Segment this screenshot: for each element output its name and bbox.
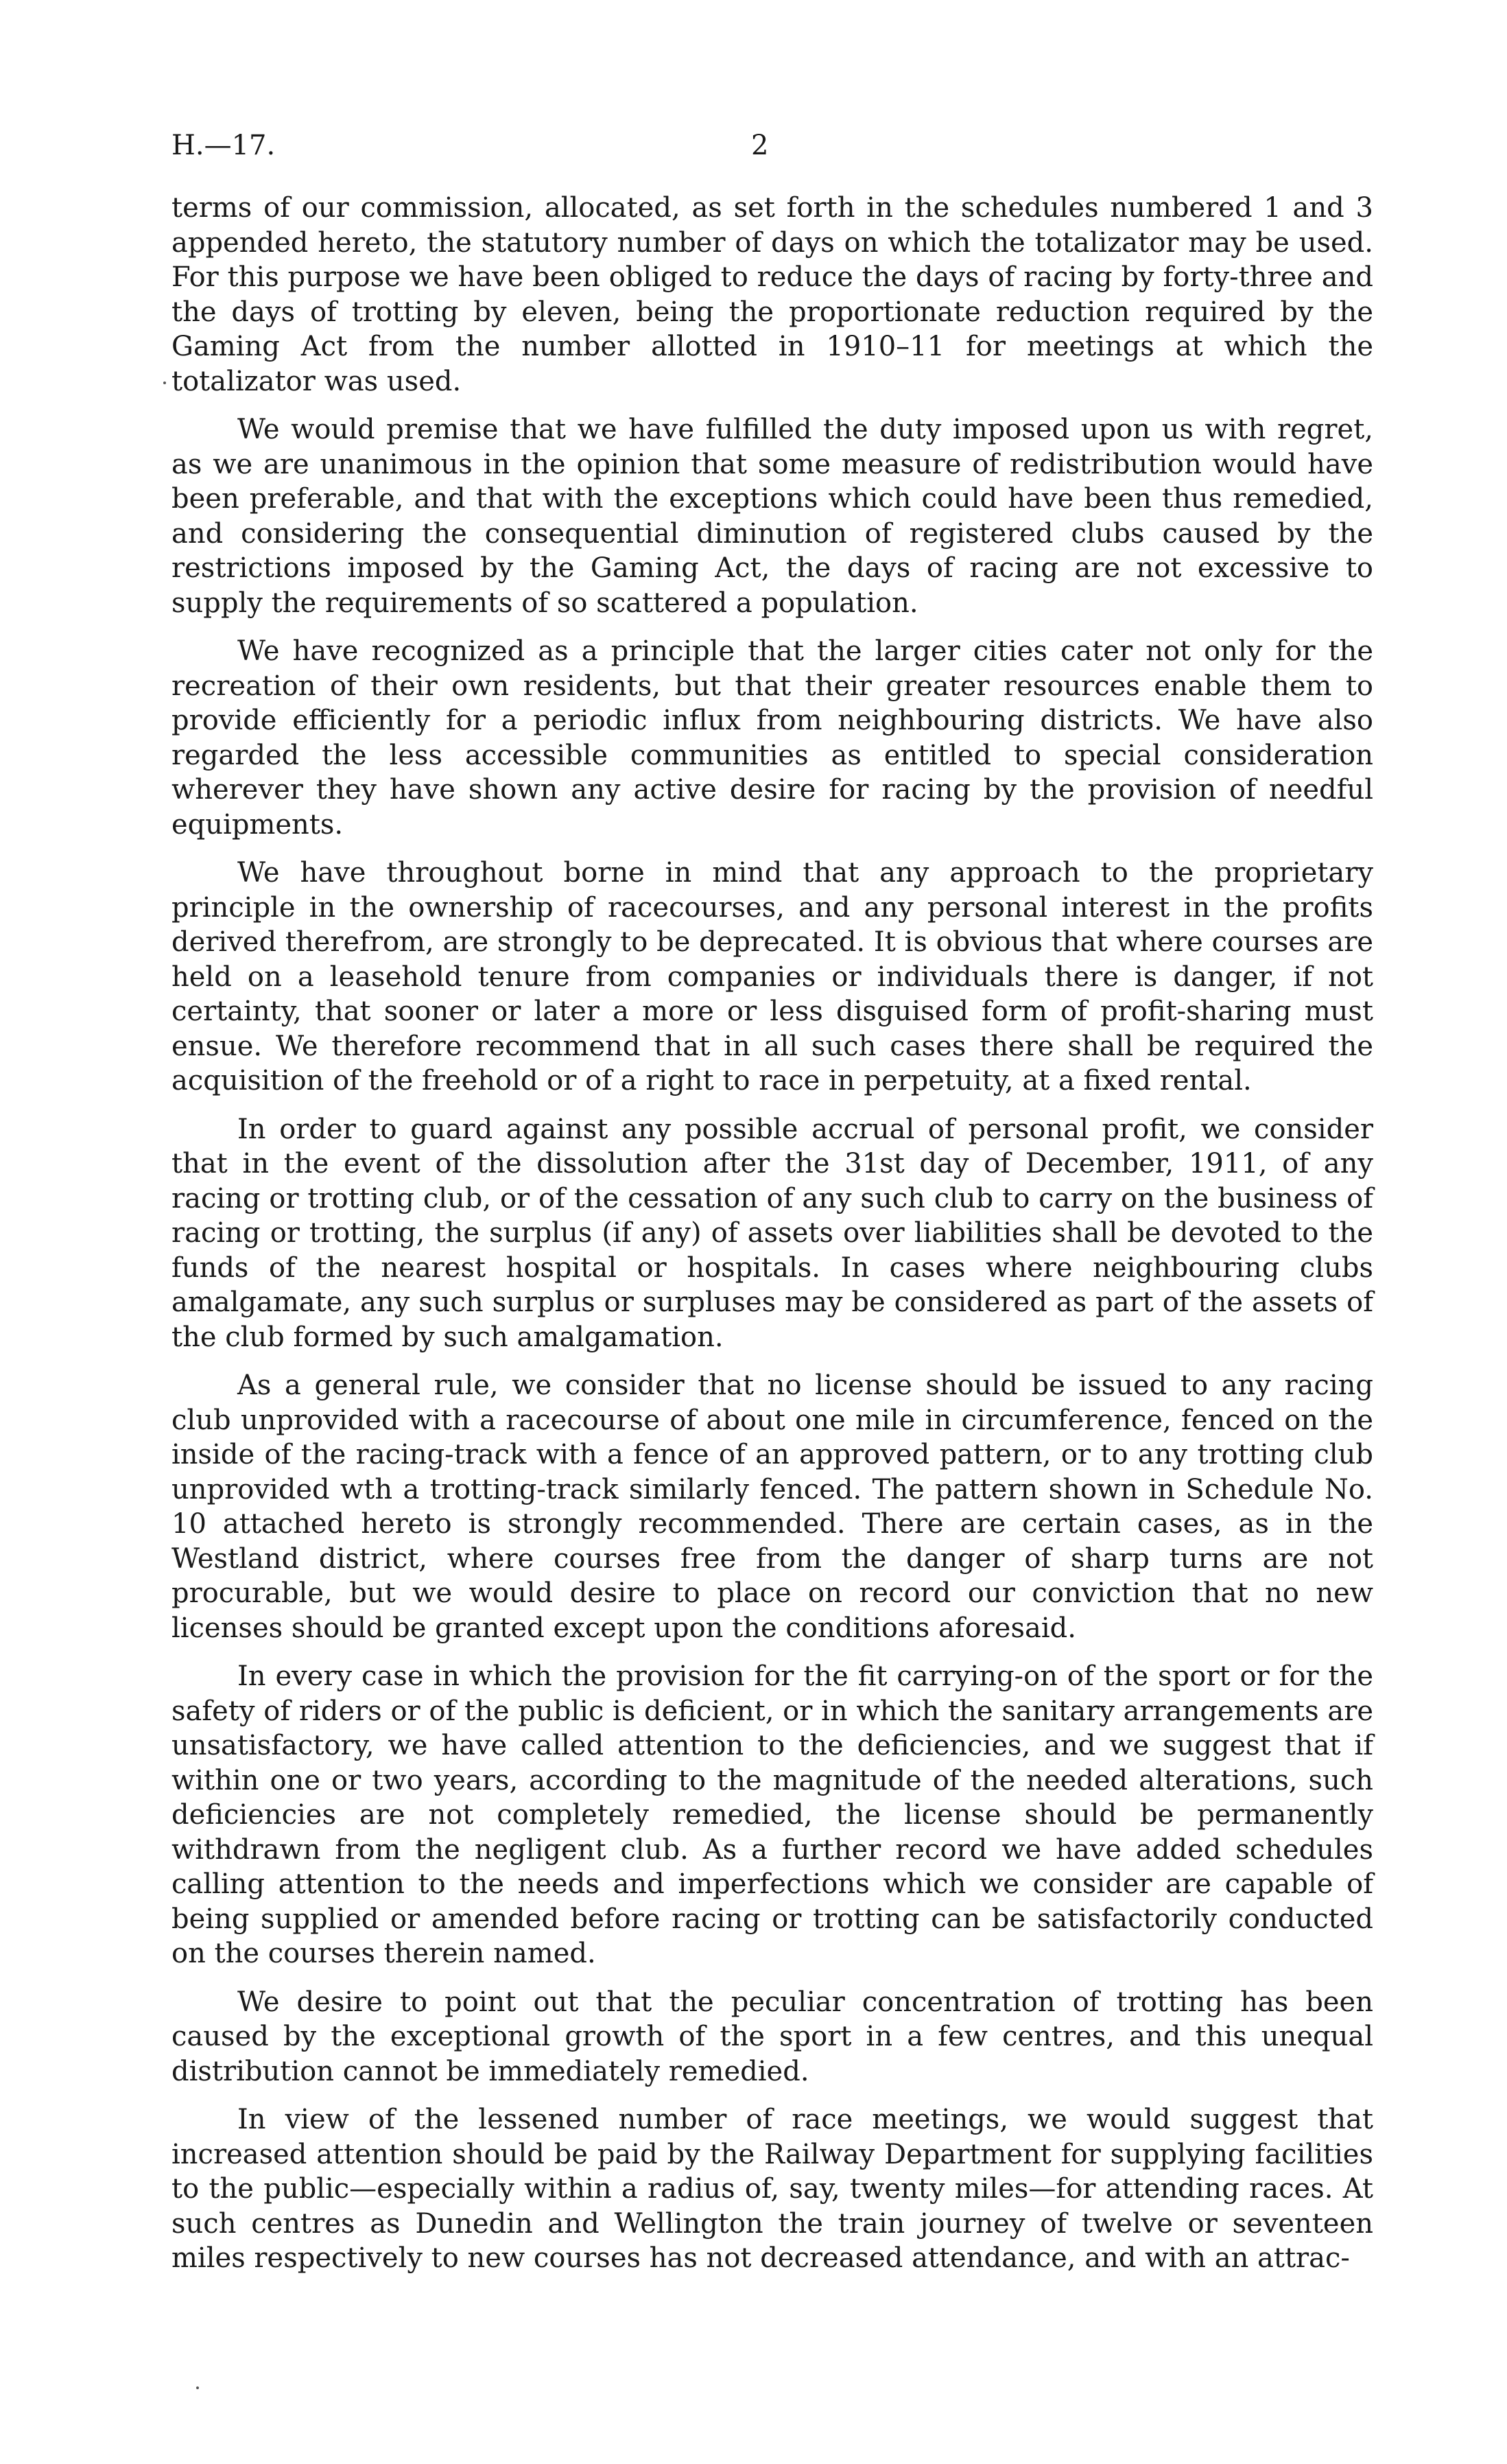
paragraph-redistribution: We would premise that we have fulfilled the duty imposed upon us with regret, as we are unanimous in the opinion that some measure of redistribution would have been preferable, and that with the exceptions which could have been thus remedied, and considering the consequential diminution of registered clubs caused by the restrictions imposed by the Gaming Act, the days of racing are not excessive to supply the requirements of so scattered a population.	[171, 414, 1373, 619]
paragraph-railway-facilities: In view of the lessened number of race meetings, we would suggest that increased attention should be paid by the Railway Department for supplying facilities to the public—especially within a radius of, say, twenty miles—for attending races. At such centres as Dunedin and Wellington the train journey of twelve or seventeen miles respectively to new courses has not decreased attendance, and with an attrac-	[171, 2104, 1373, 2274]
paragraph-proprietary-principle: We have throughout borne in mind that any approach to the proprietary principle in the ownership of racecourses, and any personal interest in the profits derived therefrom, are strongly to be deprecated. It is obvious that where courses are held on a leasehold tenure from companies or individuals there is danger, if not certainty, that sooner or later a more or less disguised form of profit-sharing must ensue. We therefore recommend that in all such cases there shall be required the acquisition of the freehold or of a right to race in perpetuity, at a fixed rental.	[171, 857, 1373, 1096]
paragraph-license-rule: As a general rule, we consider that no license should be issued to any racing club unprovided with a racecourse of about one mile in circumference, fenced on the inside of the racing-track with a fence of an approved pattern, or to any trotting club unprovided wth a trotting-track similarly fenced. The pattern shown in Schedule No. 10 attached hereto is strongly recommended. There are certain cases, as in the Westland district, where courses free from the danger of sharp turns are not procurable, but we would desire to place on record our conviction that no new licenses should be granted except upon the conditions aforesaid.	[171, 1370, 1373, 1644]
paragraph-trotting-concentration: We desire to point out that the peculiar concentration of trotting has been caused by the exceptional growth of the sport in a few centres, and this unequal distribution cannot be immediately remedied.	[171, 1986, 1373, 2087]
body-text	[171, 191, 1373, 2290]
paragraph-continuation: terms of our commission, allocated, as set forth in the schedules numbered 1 and 3 appended hereto, the statutory number of days on which the totalizator may be used. For this purpose we have been obliged to reduce the days of racing by forty-three and the days of trotting by eleven, being the proportionate reduction required by the Gaming Act from the number allotted in 1910–11 for meetings at which the totalizator was used.	[171, 192, 1373, 397]
margin-speck	[196, 2386, 199, 2389]
paragraph-deficiencies: In every case in which the provision for the fit carrying-on of the sport or for the safety of riders or of the public is deficient, or in which the sanitary arrangements are unsatisfactory, we have called attention to the deficiencies, and we suggest that if within one or two years, according to the magnitude of the needed alterations, such deficiencies are not completely remedied, the license should be permanently withdrawn from the negligent club. As a further record we have added schedules calling attention to the needs and imperfections which we consider are capable of being supplied or amended before racing or trotting can be satisfactorily conducted on the courses therein named.	[171, 1661, 1373, 1969]
page-number: 2	[751, 130, 769, 161]
paragraph-larger-cities: We have recognized as a principle that the larger cities cater not only for the recreation of their own residents, but that their greater resources enable them to provide efficiently for a periodic influx from neighbouring districts. We have also regarded the less accessible communities as entitled to special consideration wherever they have shown any active desire for racing by the provision of needful equipments.	[171, 635, 1373, 841]
document-reference: H.—17.	[171, 130, 276, 161]
paragraph-personal-profit: In order to guard against any possible accrual of personal profit, we consider that in the event of the dissolution after the 31st day of December, 1911, of any racing or trotting club, or of the cessation of any such club to carry on the business of racing or trotting, the surplus (if any) of assets over liabilities shall be devoted to the funds of the nearest hospital or hospitals. In cases where neighbouring clubs amalgamate, any such surplus or surpluses may be considered as part of the assets of the club formed by such amalgamation.	[171, 1113, 1373, 1353]
margin-speck	[163, 382, 166, 384]
page-header	[171, 125, 1373, 166]
